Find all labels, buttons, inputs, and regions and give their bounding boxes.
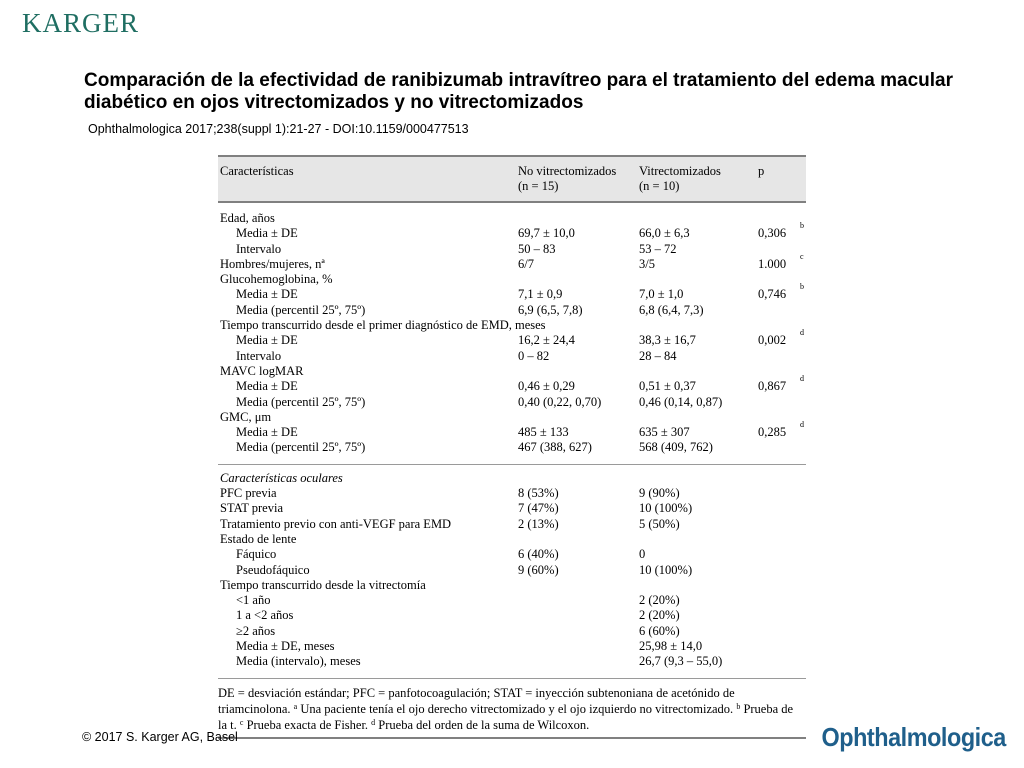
row-label: Media (intervalo), meses [236,654,361,669]
table-row [218,318,806,333]
row-label: Pseudofáquico [236,562,310,577]
footnote-a-mark: a [293,701,298,711]
non-vitrectomized-value: 7 (47%) [518,501,559,516]
copyright: © 2017 S. Karger AG, Basel [82,730,238,744]
row-label: Estado de lente [220,531,297,546]
row-label: Media ± DE [236,379,298,394]
vitrectomized-value: 635 ± 307 [639,425,690,440]
table-footnotes [218,678,806,739]
header-non-vitrectomized-label: No vitrectomizados [518,164,617,178]
table-row [218,593,806,608]
non-vitrectomized-value: 69,7 ± 10,0 [518,226,575,241]
table-row [218,272,806,287]
row-label: Media ± DE [236,333,298,348]
footnote-a: Una paciente tenía el ojo derecho vitrectomizado y el ojo izquierdo no vitrectomizado. [297,701,734,716]
row-label: ≥2 años [236,623,276,638]
table-row [218,639,806,654]
table-row [218,410,806,425]
table-row: Hombres/mujeres, nª 6/7 3/5 1.000 c [220,251,804,271]
p-value: 0,306 [758,226,787,241]
vitrectomized-value: 26,7 (9,3 – 55,0) [639,654,723,669]
vitrectomized-value: 6 (60%) [639,623,680,638]
p-value: 1.000 [758,256,787,271]
footnote-b: Prueba de la t. [218,701,794,732]
table-body-systemic [218,203,806,456]
vitrectomized-value: 38,3 ± 16,7 [639,333,696,348]
table-row: Media ± DE 7,1 ± 0,9 7,0 ± 1,0 0,746 b [236,282,804,302]
vitrectomized-value: 2 (20%) [639,593,680,608]
section-divider [218,464,806,465]
journal-logo: Ophthalmologica [821,722,1006,752]
row-label: Fáquico [236,547,277,562]
row-label: Tratamiento previo con anti-VEGF para EMD [220,516,452,531]
header-non-vitrectomized-n: (n = 15) [518,179,559,193]
table-row [218,654,806,669]
table-body-ocular [218,471,806,670]
row-label: <1 año [236,593,271,608]
row-label: STAT previa [220,501,283,516]
table-row [218,578,806,593]
vitrectomized-value: 7,0 ± 1,0 [639,287,684,302]
karger-logo: KARGER [22,8,140,38]
non-vitrectomized-value: 0,46 ± 0,29 [518,379,575,394]
vitrectomized-value: 6,8 (6,4, 7,3) [639,302,704,317]
table-row [218,242,806,257]
table-row: Media ± DE 69,7 ± 10,0 66,0 ± 6,3 0,306 b [236,221,804,241]
table-row [218,395,806,410]
p-value: 0,867 [758,379,787,394]
vitrectomized-value: 10 (100%) [639,562,693,577]
header-characteristics: Características [220,164,294,178]
table-row [218,349,806,364]
non-vitrectomized-value: 8 (53%) [518,486,559,501]
vitrectomized-value: 10 (100%) [639,501,693,516]
row-label: 1 a <2 años [236,608,294,623]
non-vitrectomized-value: 2 (13%) [518,516,559,531]
vitrectomized-value: 5 (50%) [639,516,680,531]
header-non-vitrectomized [518,164,616,194]
footnote-c: Prueba exacta de Fisher. [243,717,369,732]
table-row [218,364,806,379]
table-row [218,303,806,318]
header-p: p [758,164,765,178]
p-value: 0,002 [758,333,787,348]
non-vitrectomized-value: 50 – 83 [518,241,556,256]
non-vitrectomized-value: 7,1 ± 0,9 [518,287,563,302]
row-label: Media ± DE [236,425,298,440]
row-label: MAVC logMAR [220,363,304,378]
row-label: GMC, μm [220,409,272,424]
table-row: Media ± DE 0,46 ± 0,29 0,51 ± 0,37 0,867 d [236,374,804,394]
table-header [218,155,806,203]
non-vitrectomized-value: 16,2 ± 24,4 [518,333,575,348]
vitrectomized-value: 568 (409, 762) [639,440,713,455]
non-vitrectomized-value: 6,9 (6,5, 7,8) [518,302,583,317]
non-vitrectomized-value: 467 (388, 627) [518,440,592,455]
footnote-abbreviations: DE = desviación estándar; PFC = panfotocoagulación; STAT = inyección subtenoniana de acetónido de triamcinolona. [218,685,735,716]
footnote-d: Prueba del orden de la suma de Wilcoxon. [375,717,590,732]
header-vitrectomized-n: (n = 10) [639,179,680,193]
table-row [218,440,806,455]
vitrectomized-value: 25,98 ± 14,0 [639,639,703,654]
table-row [218,211,806,226]
table-row [218,608,806,623]
table-row [218,471,806,486]
vitrectomized-value: 3/5 [639,256,655,271]
vitrectomized-value: 2 (20%) [639,608,680,623]
vitrectomized-value: 0 [639,547,646,562]
table-row [218,532,806,547]
non-vitrectomized-value: 6 (40%) [518,547,559,562]
p-value: 0,285 [758,425,787,440]
row-label: Intervalo [236,348,282,363]
header-vitrectomized-label: Vitrectomizados [639,164,721,178]
table-row [218,517,806,532]
page-title: Comparación de la efectividad de ranibizumab intravítreo para el tratamiento del edema macular diabético en ojos vitrectomizados y no vitrectomizados [84,70,953,113]
table-row [218,624,806,639]
row-label: Media (percentil 25º, 75º) [236,440,366,455]
vitrectomized-value: 0,51 ± 0,37 [639,379,696,394]
table-row [218,486,806,501]
row-label: Hombres/mujeres, nª [220,256,325,271]
row-label: Tiempo transcurrido desde la vitrectomía [220,577,426,592]
row-label: Glucohemoglobina, % [220,272,333,287]
non-vitrectomized-value: 6/7 [518,256,534,271]
footnote-b-mark: b [736,701,741,711]
vitrectomized-value: 28 – 84 [639,348,677,363]
footnote-d-mark: d [371,717,376,727]
header-vitrectomized [639,164,721,194]
non-vitrectomized-value: 9 (60%) [518,562,559,577]
table-row: Media ± DE 485 ± 133 635 ± 307 0,285 d [236,420,804,440]
table-row [218,501,806,516]
characteristics-table [218,155,806,739]
row-label: Media (percentil 25º, 75º) [236,394,366,409]
row-label: Tiempo transcurrido desde el primer diagnóstico de EMD, meses [220,318,546,333]
table-row [218,547,806,562]
p-value: 0,746 [758,287,787,302]
footnote-c-mark: c [239,717,244,727]
vitrectomized-value: 9 (90%) [639,486,680,501]
row-label: Edad, años [220,211,275,225]
vitrectomized-value: 66,0 ± 6,3 [639,226,690,241]
non-vitrectomized-value: 0 – 82 [518,348,550,363]
row-label: Media ± DE [236,226,298,241]
citation: Ophthalmologica 2017;238(suppl 1):21-27 - DOI:10.1159/000477513 [88,122,469,136]
non-vitrectomized-value: 485 ± 133 [518,425,569,440]
table-row [218,563,806,578]
row-label: Intervalo [236,241,282,256]
row-label: Media ± DE, meses [236,639,335,654]
vitrectomized-value: 53 – 72 [639,241,677,256]
row-label: Características oculares [220,470,343,485]
table-row: Media ± DE 16,2 ± 24,4 38,3 ± 16,7 0,002 d [236,328,804,348]
vitrectomized-value: 0,46 (0,14, 0,87) [639,394,723,409]
row-label: Media (percentil 25º, 75º) [236,302,366,317]
row-label: PFC previa [220,486,277,501]
row-label: Media ± DE [236,287,298,302]
non-vitrectomized-value: 0,40 (0,22, 0,70) [518,394,602,409]
